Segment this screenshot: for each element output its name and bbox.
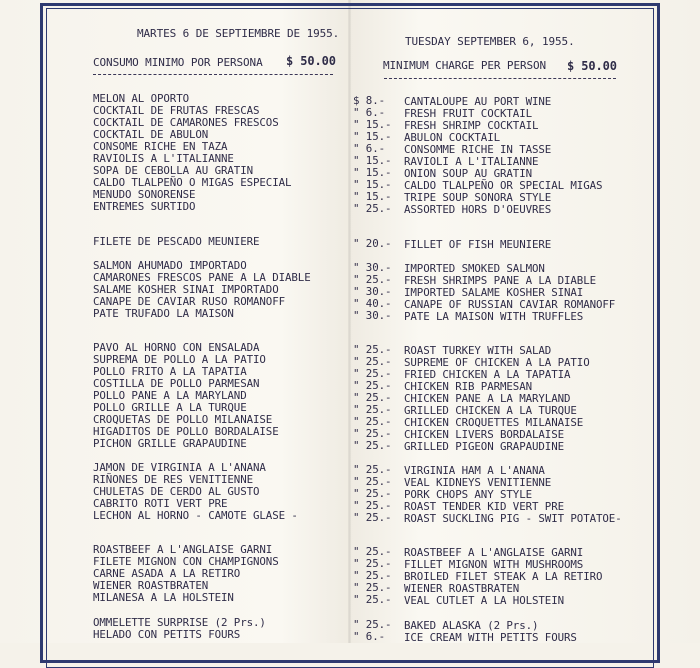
dish-name-english: CHICKEN PANE A LA MARYLAND — [404, 392, 571, 405]
dish-name-english: ROAST TENDER KID VERT PRE — [404, 500, 565, 513]
dish-name-english: ICE CREAM WITH PETITS FOURS — [404, 631, 577, 644]
header-divider-right — [384, 78, 616, 79]
dish-price: " 25.- — [353, 463, 392, 476]
dish-price: " 25.- — [353, 391, 392, 404]
dish-name-spanish: FILETE MIGNON CON CHAMPIGNONS — [93, 555, 279, 568]
dish-name-english: WIENER ROASTBRATEN — [404, 582, 520, 595]
dish-name-english: IMPORTED SALAME KOSHER SINAI — [404, 286, 584, 299]
dish-price: " 25.- — [353, 511, 392, 524]
dish-name-english: PORK CHOPS ANY STYLE — [404, 488, 533, 501]
dish-price: " 15.- — [353, 118, 392, 131]
dish-name-english: VIRGINIA HAM A L'ANANA — [404, 464, 545, 477]
dish-name-spanish: MELON AL OPORTO — [93, 92, 190, 105]
dish-name-english: GRILLED CHICKEN A LA TURQUE — [404, 404, 577, 417]
dish-price: " 6.- — [353, 630, 386, 643]
dish-name-spanish: COCKTAIL DE FRUTAS FRESCAS — [93, 104, 260, 117]
dish-name-spanish: COCKTAIL DE ABULON — [93, 128, 209, 141]
dish-name-english: CHICKEN RIB PARMESAN — [404, 380, 533, 393]
min-charge-spanish: CONSUMO MINIMO POR PERSONA — [93, 56, 263, 69]
dish-price: " 25.- — [353, 487, 392, 500]
dish-name-spanish: CONSOME RICHE EN TAZA — [93, 140, 228, 153]
dish-name-spanish: SUPREMA DE POLLO A LA PATIO — [93, 353, 266, 366]
dish-name-spanish: HIGADITOS DE POLLO BORDALAISE — [93, 425, 279, 438]
dish-name-english: ROASTBEEF A L'ANGLAISE GARNI — [404, 546, 584, 559]
dish-name-spanish: PATE TRUFADO LA MAISON — [93, 307, 234, 320]
dish-price: " 25.- — [353, 581, 392, 594]
dish-price: " 25.- — [353, 355, 392, 368]
dish-name-spanish: OMMELETTE SURPRISE (2 Prs.) — [93, 616, 266, 629]
dish-name-spanish: HELADO CON PETITS FOURS — [93, 628, 241, 641]
dish-price: " 25.- — [353, 593, 392, 606]
dish-price: $ 8.- — [353, 94, 386, 107]
min-charge-price-english: $ 50.00 — [567, 59, 617, 73]
dish-name-english: PATE LA MAISON WITH TRUFFLES — [404, 310, 584, 323]
dish-name-english: CONSOMME RICHE IN TASSE — [404, 143, 552, 156]
dish-price: " 25.- — [353, 618, 392, 631]
dish-name-english: FRESH SHRIMP COCKTAIL — [404, 119, 539, 132]
min-charge-price-spanish: $ 50.00 — [286, 54, 336, 68]
header-divider-left — [93, 74, 333, 75]
dish-price: " 15.- — [353, 130, 392, 143]
dish-name-spanish: SOPA DE CEBOLLA AU GRATIN — [93, 164, 254, 177]
dish-name-spanish: WIENER ROASTBRATEN — [93, 579, 209, 592]
dish-price: " 30.- — [353, 261, 392, 274]
dish-name-spanish: CARNE ASADA A LA RETIRO — [93, 567, 241, 580]
dish-name-spanish: PAVO AL HORNO CON ENSALADA — [93, 341, 260, 354]
dish-price: " 25.- — [353, 343, 392, 356]
dish-name-spanish: JAMON DE VIRGINIA A L'ANANA — [93, 461, 266, 474]
dish-price: " 15.- — [353, 190, 392, 203]
dish-name-english: ROAST TURKEY WITH SALAD — [404, 344, 552, 357]
dish-price: " 6.- — [353, 142, 386, 155]
dish-name-spanish: CHULETAS DE CERDO AL GUSTO — [93, 485, 260, 498]
dish-name-spanish: CALDO TLALPEÑO O MIGAS ESPECIAL — [93, 176, 292, 189]
dish-name-spanish: POLLO FRITO A LA TAPATIA — [93, 365, 247, 378]
dish-name-spanish: PICHON GRILLE GRAPAUDINE — [93, 437, 247, 450]
dish-price: " 25.- — [353, 202, 392, 215]
dish-name-english: CANAPE OF RUSSIAN CAVIAR ROMANOFF — [404, 298, 616, 311]
dish-price: " 40.- — [353, 297, 392, 310]
dish-price: " 6.- — [353, 106, 386, 119]
dish-price: " 30.- — [353, 285, 392, 298]
dish-name-english: ROAST SUCKLING PIG - SWIT POTATOE- — [404, 512, 622, 525]
dish-name-spanish: COSTILLA DE POLLO PARMESAN — [93, 377, 260, 390]
dish-name-spanish: CABRITO ROTI VERT PRE — [93, 497, 228, 510]
dish-price: " 25.- — [353, 569, 392, 582]
dish-name-spanish: LECHON AL HORNO - CAMOTE GLASE - — [93, 509, 298, 522]
dish-name-spanish: POLLO GRILLE A LA TURQUE — [93, 401, 247, 414]
dish-name-english: CHICKEN CROQUETTES MILANAISE — [404, 416, 584, 429]
dish-name-spanish: FILETE DE PESCADO MEUNIERE — [93, 235, 260, 248]
dish-price: " 15.- — [353, 178, 392, 191]
dish-name-spanish: MENUDO SONORENSE — [93, 188, 196, 201]
dish-price: " 25.- — [353, 427, 392, 440]
dish-price: " 25.- — [353, 367, 392, 380]
dish-price: " 20.- — [353, 237, 392, 250]
min-charge-english: MINIMUM CHARGE PER PERSON — [383, 59, 547, 72]
dish-price: " 25.- — [353, 545, 392, 558]
dish-name-spanish: COCKTAIL DE CAMARONES FRESCOS — [93, 116, 279, 129]
dish-name-english: SUPREME OF CHICKEN A LA PATIO — [404, 356, 590, 369]
dish-name-english: FRESH SHRIMPS PANE A LA DIABLE — [404, 274, 597, 287]
dish-name-english: ABULON COCKTAIL — [404, 131, 501, 144]
dish-name-english: FRIED CHICKEN A LA TAPATIA — [404, 368, 571, 381]
dish-price: " 25.- — [353, 499, 392, 512]
dish-name-spanish: SALMON AHUMADO IMPORTADO — [93, 259, 247, 272]
dish-name-spanish: SALAME KOSHER SINAI IMPORTADO — [93, 283, 279, 296]
dish-price: " 30.- — [353, 309, 392, 322]
dish-price: " 25.- — [353, 475, 392, 488]
dish-price: " 25.- — [353, 379, 392, 392]
dish-name-spanish: RAVIOLIS A L'ITALIANNE — [93, 152, 234, 165]
dish-price: " 25.- — [353, 273, 392, 286]
dish-name-spanish: ROASTBEEF A L'ANGLAISE GARNI — [93, 543, 273, 556]
dish-name-english: TRIPE SOUP SONORA STYLE — [404, 191, 552, 204]
dish-name-english: CANTALOUPE AU PORT WINE — [404, 95, 552, 108]
dish-name-english: VEAL KIDNEYS VENITIENNE — [404, 476, 552, 489]
dish-name-english: FILLET OF FISH MEUNIERE — [404, 238, 552, 251]
dish-name-english: CALDO TLALPEÑO OR SPECIAL MIGAS — [404, 179, 603, 192]
dish-name-english: BAKED ALASKA (2 Prs.) — [404, 619, 539, 632]
dish-name-english: ONION SOUP AU GRATIN — [404, 167, 533, 180]
dish-name-spanish: CANAPE DE CAVIAR RUSO ROMANOFF — [93, 295, 286, 308]
dish-price: " 15.- — [353, 154, 392, 167]
dish-name-spanish: POLLO PANE A LA MARYLAND — [93, 389, 247, 402]
dish-price: " 25.- — [353, 439, 392, 452]
dish-name-english: FILLET MIGNON WITH MUSHROOMS — [404, 558, 584, 571]
dish-price: " 25.- — [353, 415, 392, 428]
dish-name-english: VEAL CUTLET A LA HOLSTEIN — [404, 594, 565, 607]
date-spanish: MARTES 6 DE SEPTIEMBRE DE 1955. — [137, 27, 340, 40]
dish-name-spanish: CAMARONES FRESCOS PANE A LA DIABLE — [93, 271, 311, 284]
dish-name-english: CHICKEN LIVERS BORDALAISE — [404, 428, 565, 441]
dish-name-spanish: RIÑONES DE RES VENITIENNE — [93, 473, 254, 486]
dish-price: " 15.- — [353, 166, 392, 179]
dish-name-english: ASSORTED HORS D'OEUVRES — [404, 203, 552, 216]
date-english: TUESDAY SEPTEMBER 6, 1955. — [405, 35, 575, 48]
dish-name-english: RAVIOLI A L'ITALIANNE — [404, 155, 539, 168]
dish-name-spanish: ENTREMES SURTIDO — [93, 200, 196, 213]
dish-name-spanish: CROQUETAS DE POLLO MILANAISE — [93, 413, 273, 426]
dish-name-english: BROILED FILET STEAK A LA RETIRO — [404, 570, 603, 583]
dish-price: " 25.- — [353, 557, 392, 570]
dish-name-spanish: MILANESA A LA HOLSTEIN — [93, 591, 234, 604]
dish-name-english: IMPORTED SMOKED SALMON — [404, 262, 545, 275]
dish-name-english: FRESH FRUIT COCKTAIL — [404, 107, 533, 120]
dish-name-english: GRILLED PIGEON GRAPAUDINE — [404, 440, 565, 453]
dish-price: " 25.- — [353, 403, 392, 416]
